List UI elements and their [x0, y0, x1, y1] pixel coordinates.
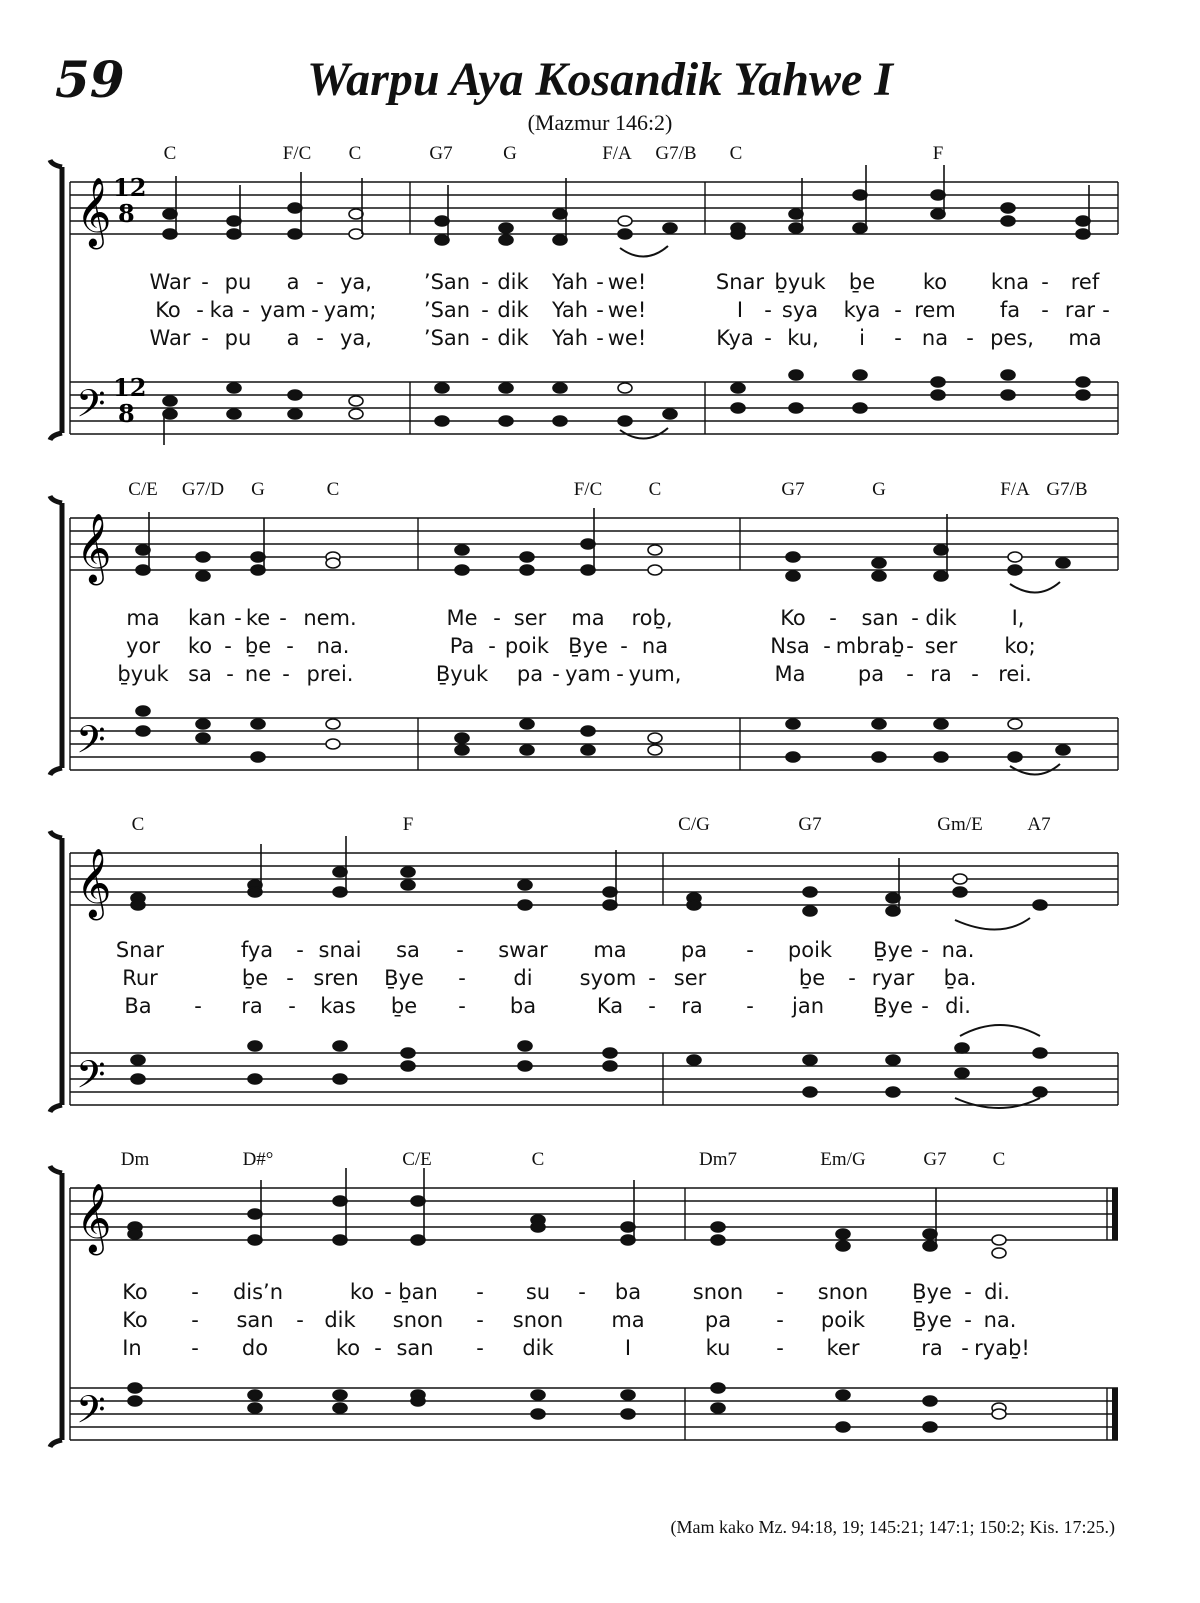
lyric-syllable: I	[624, 1336, 632, 1360]
lyric-syllable: Ḇye	[912, 1280, 952, 1304]
lyric-syllable: ra	[681, 994, 703, 1018]
lyric-syllable: ’San	[423, 326, 471, 350]
lyric-syllable: dik	[522, 1336, 554, 1360]
lyric-syllable: rei.	[998, 662, 1032, 686]
lyric-syllable: di.	[984, 1280, 1010, 1304]
scripture-footnote: (Mam kako Mz. 94:18, 19; 145:21; 147:1; 150:2; Kis. 17:25.)	[670, 1517, 1115, 1537]
lyric-syllable: Ḇye	[912, 1308, 952, 1332]
chord-symbol: G7	[429, 143, 453, 164]
lyric-syllable: ma	[1068, 326, 1102, 350]
lyric-hyphen: -	[282, 662, 290, 686]
lyric-syllable: Ḇyuk	[435, 662, 489, 686]
lyric-syllable: ma	[126, 606, 160, 630]
lyric-hyphen: -	[458, 994, 466, 1018]
lyric-hyphen: -	[201, 326, 209, 350]
chord-symbol: G7/B	[655, 143, 697, 164]
lyric-hyphen: -	[316, 270, 324, 294]
lyric-hyphen: -	[921, 938, 929, 962]
chord-symbol: G7	[781, 479, 805, 500]
lyric-syllable: poik	[504, 634, 550, 658]
lyric-syllable: dik	[497, 270, 529, 294]
lyric-syllable: sa	[396, 938, 420, 962]
chord-symbol: G	[872, 479, 886, 500]
lyric-syllable: snon	[512, 1308, 564, 1332]
lyric-hyphen: -	[894, 326, 902, 350]
lyric-syllable: Snar	[115, 938, 165, 962]
lyric-hyphen: -	[906, 662, 914, 686]
lyric-hyphen: -	[764, 326, 772, 350]
lyric-syllable: ser	[924, 634, 958, 658]
lyric-hyphen: -	[296, 1308, 304, 1332]
lyric-syllable: ḇe	[390, 994, 418, 1018]
lyric-syllable: i	[859, 326, 865, 350]
chord-symbol: C	[531, 1149, 545, 1170]
lyric-syllable: pa	[680, 938, 708, 962]
lyric-hyphen: -	[776, 1336, 784, 1360]
lyric-hyphen: -	[279, 606, 287, 630]
lyric-syllable: In	[122, 1336, 142, 1360]
lyric-syllable: ra	[921, 1336, 943, 1360]
lyric-hyphen: -	[481, 298, 489, 322]
lyric-syllable: dik	[324, 1308, 356, 1332]
chord-symbol: G7/B	[1046, 479, 1088, 500]
lyric-hyphen: -	[906, 634, 914, 658]
lyric-syllable: pes,	[990, 326, 1034, 350]
chord-symbol: C	[326, 479, 340, 500]
lyric-hyphen: -	[384, 1280, 392, 1304]
lyric-syllable: yum,	[628, 662, 682, 686]
chord-symbol: C	[131, 814, 145, 835]
lyric-syllable: ma	[593, 938, 627, 962]
lyric-syllable: kna	[990, 270, 1030, 294]
lyric-hyphen: -	[911, 606, 919, 630]
lyric-hyphen: -	[234, 606, 242, 630]
lyric-syllable: ne	[244, 662, 272, 686]
lyric-hyphen: -	[596, 326, 604, 350]
lyric-syllable: ko	[335, 1336, 361, 1360]
lyric-hyphen: -	[1102, 298, 1110, 322]
lyric-syllable: Yah	[551, 270, 589, 294]
lyric-hyphen: -	[493, 606, 501, 630]
lyric-hyphen: -	[746, 938, 754, 962]
lyric-hyphen: -	[311, 298, 319, 322]
chord-symbol: C	[648, 479, 662, 500]
lyric-syllable: san	[236, 1308, 274, 1332]
chord-symbol: G7	[923, 1149, 947, 1170]
lyric-hyphen: -	[476, 1308, 484, 1332]
lyric-syllable: na	[921, 326, 949, 350]
lyric-syllable: pu	[224, 326, 252, 350]
chord-symbol: G7/D	[181, 479, 225, 500]
lyric-syllable: sya	[781, 298, 819, 322]
lyric-syllable: kya	[843, 298, 881, 322]
lyric-hyphen: -	[288, 994, 296, 1018]
lyric-syllable: dik	[497, 298, 529, 322]
lyric-syllable: pa	[516, 662, 544, 686]
lyric-hyphen: -	[1041, 298, 1049, 322]
svg-text:𝄞: 𝄞	[76, 1183, 112, 1253]
lyric-syllable: na.	[983, 1308, 1017, 1332]
lyric-syllable: na.	[316, 634, 350, 658]
chord-symbol: G	[503, 143, 517, 164]
lyric-syllable: War	[149, 270, 191, 294]
lyric-syllable: rar	[1064, 298, 1096, 322]
lyric-syllable: fa	[999, 298, 1021, 322]
svg-text:𝄢: 𝄢	[76, 1387, 106, 1441]
lyric-syllable: yor	[126, 634, 160, 658]
lyric-syllable: we!	[607, 326, 647, 350]
lyric-syllable: snon	[692, 1280, 744, 1304]
lyric-syllable: ref	[1070, 270, 1100, 294]
lyric-hyphen: -	[201, 270, 209, 294]
lyric-syllable: yam;	[323, 298, 377, 322]
chord-symbol: F/C	[573, 479, 603, 500]
lyric-hyphen: -	[764, 298, 772, 322]
lyric-hyphen: -	[971, 662, 979, 686]
lyric-syllable: ya,	[340, 326, 372, 350]
chord-symbol: F/A	[1000, 479, 1030, 500]
chord-symbol: C	[348, 143, 362, 164]
chord-symbol: A7	[1027, 814, 1051, 835]
lyric-syllable: jan	[791, 994, 825, 1018]
lyric-syllable: ko	[349, 1280, 375, 1304]
lyric-syllable: san	[396, 1336, 434, 1360]
lyric-syllable: Rur	[122, 966, 158, 990]
lyric-hyphen: -	[1041, 270, 1049, 294]
lyric-syllable: swar	[498, 938, 548, 962]
lyric-hyphen: -	[894, 298, 902, 322]
lyric-syllable: ra	[930, 662, 952, 686]
lyric-syllable: ka	[209, 298, 235, 322]
lyric-hyphen: -	[242, 298, 250, 322]
lyric-syllable: fya	[240, 938, 274, 962]
lyric-syllable: nem.	[303, 606, 357, 630]
lyric-hyphen: -	[196, 298, 204, 322]
lyric-hyphen: -	[481, 326, 489, 350]
lyric-syllable: do	[241, 1336, 269, 1360]
lyric-hyphen: -	[476, 1336, 484, 1360]
lyric-syllable: pa	[704, 1308, 732, 1332]
chord-symbol: C	[729, 143, 743, 164]
lyric-syllable: ma	[571, 606, 605, 630]
lyric-hyphen: -	[481, 270, 489, 294]
lyric-syllable: prei.	[306, 662, 354, 686]
lyric-hyphen: -	[191, 1280, 199, 1304]
lyric-syllable: Ḇye	[873, 938, 913, 962]
lyric-syllable: dis’n	[232, 1280, 284, 1304]
lyric-hyphen: -	[286, 966, 294, 990]
lyric-hyphen: -	[648, 966, 656, 990]
lyric-syllable: ’San	[423, 298, 471, 322]
lyric-hyphen: -	[458, 966, 466, 990]
lyric-syllable: di.	[945, 994, 971, 1018]
lyric-syllable: ma	[611, 1308, 645, 1332]
lyric-syllable: we!	[607, 270, 647, 294]
lyric-syllable: ḇyuk	[117, 662, 169, 686]
lyric-syllable: Ko	[155, 298, 181, 322]
lyric-syllable: ko;	[1004, 634, 1036, 658]
lyric-syllable: ḇa.	[943, 966, 977, 990]
lyric-syllable: Ko	[780, 606, 806, 630]
chord-symbol: Dm	[120, 1149, 150, 1170]
lyric-syllable: poik	[820, 1308, 866, 1332]
lyric-hyphen: -	[848, 966, 856, 990]
chord-symbol: Em/G	[820, 1149, 866, 1170]
lyric-hyphen: -	[776, 1308, 784, 1332]
lyric-syllable: na.	[941, 938, 975, 962]
svg-text:𝄢: 𝄢	[76, 1052, 106, 1106]
lyric-syllable: Ka	[596, 994, 624, 1018]
lyric-syllable: yam	[260, 298, 306, 322]
lyric-hyphen: -	[596, 298, 604, 322]
lyric-syllable: ku,	[787, 326, 819, 350]
svg-text:𝄢: 𝄢	[76, 381, 106, 435]
lyric-syllable: I	[736, 298, 744, 322]
lyric-syllable: syom	[579, 966, 637, 990]
lyric-syllable: Ko	[122, 1308, 148, 1332]
lyric-hyphen: -	[616, 662, 624, 686]
lyric-syllable: sa	[188, 662, 212, 686]
chord-symbol: Dm7	[699, 1149, 737, 1170]
lyric-hyphen: -	[823, 634, 831, 658]
lyric-syllable: Yah	[551, 326, 589, 350]
lyric-hyphen: -	[746, 994, 754, 1018]
lyric-syllable: ryar	[871, 966, 915, 990]
svg-text:𝄢: 𝄢	[76, 717, 106, 771]
chord-symbol: C/G	[678, 814, 710, 835]
lyric-syllable: a	[286, 326, 300, 350]
chord-symbol: D#°	[242, 1149, 274, 1170]
lyric-syllable: Pa	[449, 634, 475, 658]
lyric-hyphen: -	[776, 1280, 784, 1304]
lyric-syllable: Ḇye	[873, 994, 913, 1018]
svg-text:𝄞: 𝄞	[76, 848, 112, 918]
lyric-syllable: ke	[245, 606, 271, 630]
lyric-syllable: ḇe	[241, 966, 269, 990]
lyric-syllable: we!	[607, 298, 647, 322]
lyric-hyphen: -	[476, 1280, 484, 1304]
lyric-syllable: yam	[565, 662, 611, 686]
chord-symbol: C/E	[402, 1149, 432, 1170]
lyric-hyphen: -	[829, 606, 837, 630]
svg-text:𝄞: 𝄞	[76, 513, 112, 583]
lyric-hyphen: -	[191, 1308, 199, 1332]
lyric-hyphen: -	[191, 1336, 199, 1360]
lyric-hyphen: -	[961, 1336, 969, 1360]
lyric-hyphen: -	[648, 994, 656, 1018]
lyric-syllable: sren	[313, 966, 359, 990]
lyric-hyphen: -	[374, 1336, 382, 1360]
lyric-syllable: na	[641, 634, 669, 658]
svg-text:8: 8	[118, 199, 135, 228]
lyric-hyphen: -	[964, 1280, 972, 1304]
scripture-reference: (Mazmur 146:2)	[527, 110, 673, 135]
lyric-hyphen: -	[456, 938, 464, 962]
lyric-syllable: ya,	[340, 270, 372, 294]
lyric-syllable: snon	[392, 1308, 444, 1332]
lyric-syllable: I,	[1011, 606, 1025, 630]
svg-text:𝄞: 𝄞	[76, 177, 112, 247]
lyric-hyphen: -	[488, 634, 496, 658]
lyric-hyphen: -	[316, 326, 324, 350]
lyric-syllable: ku	[705, 1336, 731, 1360]
lyric-hyphen: -	[620, 634, 628, 658]
lyric-hyphen: -	[921, 994, 929, 1018]
lyric-syllable: dik	[925, 606, 957, 630]
lyric-syllable: ḇyuk	[774, 270, 826, 294]
lyric-syllable: snai	[318, 938, 362, 962]
lyric-syllable: rem	[914, 298, 956, 322]
lyric-syllable: mbraḇ	[835, 634, 905, 658]
chord-symbol: G	[251, 479, 265, 500]
lyric-syllable: a	[286, 270, 300, 294]
svg-text:12: 12	[113, 373, 147, 402]
lyric-syllable: ko	[922, 270, 948, 294]
lyric-hyphen: -	[286, 634, 294, 658]
chord-symbol: F	[932, 143, 944, 164]
lyric-syllable: Yah	[551, 298, 589, 322]
lyric-syllable: Ko	[122, 1280, 148, 1304]
lyric-syllable: poik	[787, 938, 833, 962]
lyric-syllable: san	[861, 606, 899, 630]
lyric-syllable: Ba	[124, 994, 152, 1018]
lyric-syllable: kan	[188, 606, 226, 630]
lyric-syllable: ḇe	[798, 966, 826, 990]
lyric-syllable: dik	[497, 326, 529, 350]
lyric-syllable: Kya	[716, 326, 754, 350]
lyric-syllable: Ḇye	[384, 966, 424, 990]
lyric-syllable: pu	[224, 270, 252, 294]
lyric-syllable: ko	[187, 634, 213, 658]
lyric-syllable: Me	[446, 606, 478, 630]
lyric-syllable: ser	[673, 966, 707, 990]
lyric-syllable: kas	[320, 994, 356, 1018]
lyric-hyphen: -	[296, 938, 304, 962]
lyric-syllable: ḇe	[848, 270, 876, 294]
lyric-hyphen: -	[964, 1308, 972, 1332]
chord-symbol: F	[402, 814, 414, 835]
lyric-hyphen: -	[578, 1280, 586, 1304]
lyric-syllable: Ma	[774, 662, 806, 686]
lyric-syllable: ryaḇ!	[974, 1336, 1030, 1360]
lyric-hyphen: -	[226, 662, 234, 686]
chord-symbol: C/E	[128, 479, 158, 500]
lyric-syllable: Ḇye	[568, 634, 608, 658]
lyric-syllable: ser	[513, 606, 547, 630]
lyric-syllable: ba	[614, 1280, 642, 1304]
svg-text:8: 8	[118, 399, 135, 428]
lyric-syllable: snon	[817, 1280, 869, 1304]
hymn-title: Warpu Aya Kosandik Yahwe I	[307, 53, 893, 106]
chord-symbol: C	[992, 1149, 1006, 1170]
lyric-syllable: ḇan	[398, 1280, 438, 1304]
lyric-hyphen: -	[552, 662, 560, 686]
staff-system-4	[0, 1155, 1200, 1465]
lyric-hyphen: -	[194, 994, 202, 1018]
chord-symbol: Gm/E	[937, 814, 983, 835]
lyric-syllable: ba	[509, 994, 537, 1018]
lyric-syllable: Nsa	[770, 634, 810, 658]
lyric-hyphen: -	[966, 326, 974, 350]
chord-symbol: F/C	[282, 143, 312, 164]
lyric-syllable: ’San	[423, 270, 471, 294]
lyric-syllable: Snar	[715, 270, 765, 294]
chord-symbol: C	[163, 143, 177, 164]
chord-symbol: G7	[798, 814, 822, 835]
svg-text:12: 12	[113, 173, 147, 202]
lyric-syllable: War	[149, 326, 191, 350]
lyric-syllable: di	[513, 966, 533, 990]
lyric-syllable: ker	[826, 1336, 860, 1360]
lyric-syllable: pa	[857, 662, 885, 686]
hymn-number: 59	[55, 50, 125, 109]
lyric-syllable: roḇ,	[631, 606, 673, 630]
lyric-syllable: ra	[241, 994, 263, 1018]
lyric-syllable: ḇe	[244, 634, 272, 658]
lyric-hyphen: -	[224, 634, 232, 658]
lyric-syllable: su	[525, 1280, 551, 1304]
lyric-hyphen: -	[596, 270, 604, 294]
chord-symbol: F/A	[602, 143, 632, 164]
